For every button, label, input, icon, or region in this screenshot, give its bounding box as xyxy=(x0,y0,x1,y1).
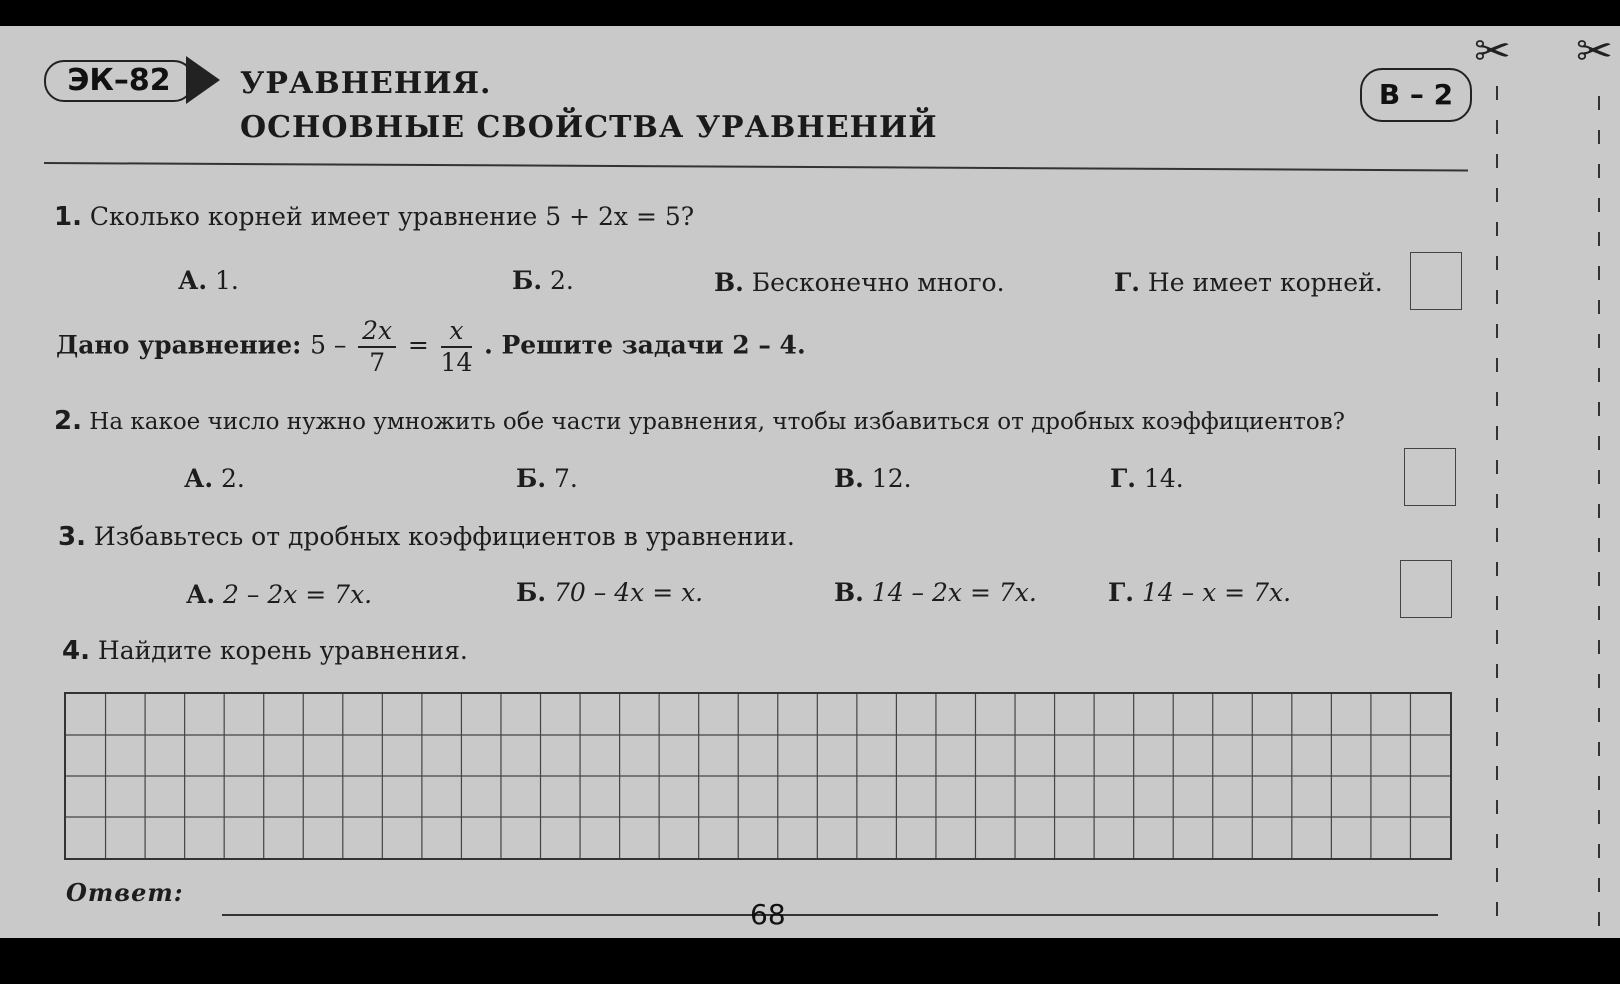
q1-answer-box[interactable] xyxy=(1410,252,1462,310)
title-line-1: УРАВНЕНИЯ. xyxy=(240,66,492,101)
question-3-text: Избавьтесь от дробных коэффициентов в уравнении. xyxy=(93,522,795,551)
given-prefix: Дано уравнение: xyxy=(56,330,302,360)
scissors-icon: ✂ xyxy=(1576,26,1613,77)
question-1-number: 1. xyxy=(54,202,82,232)
fraction-x-over-14: $\frac{x}{14}$ xyxy=(440,316,473,377)
grid-lines xyxy=(66,694,1450,858)
page-number: 68 xyxy=(750,898,786,931)
scissors-icon: ✂ xyxy=(1474,26,1511,77)
variant-badge: В – 2 xyxy=(1360,68,1472,122)
question-2-text: На какое число нужно умножить обе части уравнения, чтобы избавиться от дробных коэффициентов? xyxy=(89,409,1345,435)
page-title xyxy=(240,62,938,150)
q2-answer-box[interactable] xyxy=(1404,448,1456,506)
given-suffix: . Решите задачи 2 – 4. xyxy=(484,330,806,360)
question-1-text: Сколько корней имеет уравнение 5 + 2x = 5? xyxy=(89,202,695,231)
question-4-number: 4. xyxy=(62,636,90,666)
cut-line-left xyxy=(1496,86,1498,926)
q1-option-g[interactable]: Г. Не имеет корней. xyxy=(1114,268,1383,297)
q2-option-b[interactable]: Б. 7. xyxy=(516,464,578,493)
question-4 xyxy=(62,636,468,666)
q2-option-a[interactable]: А. 2. xyxy=(184,464,245,493)
q3-option-b[interactable]: Б. 70 – 4x = x. xyxy=(516,578,704,607)
given-equals: = xyxy=(407,330,429,360)
worksheet-page xyxy=(0,26,1620,938)
question-1 xyxy=(54,202,694,232)
q1-option-b[interactable]: Б. 2. xyxy=(512,266,574,295)
q3-answer-box[interactable] xyxy=(1400,560,1452,618)
worksheet-code-badge: ЭК–82 xyxy=(44,60,194,102)
q1-option-v[interactable]: В. Бесконечно много. xyxy=(714,268,1005,297)
arrow-icon xyxy=(186,56,220,104)
answer-line[interactable] xyxy=(222,914,1438,916)
q3-option-g[interactable]: Г. 14 – x = 7x. xyxy=(1108,578,1292,607)
q3-option-v[interactable]: В. 14 – 2x = 7x. xyxy=(834,578,1037,607)
question-4-text: Найдите корень уравнения. xyxy=(97,636,468,665)
q3-option-a[interactable]: А. 2 – 2x = 7x. xyxy=(186,580,373,609)
q2-option-v[interactable]: В. 12. xyxy=(834,464,912,493)
cut-line-right xyxy=(1598,96,1600,926)
question-2 xyxy=(54,406,1345,436)
q2-option-g[interactable]: Г. 14. xyxy=(1110,464,1184,493)
answer-label: Ответ: xyxy=(66,878,184,907)
question-3-number: 3. xyxy=(58,522,86,552)
title-line-2: ОСНОВНЫЕ СВОЙСТВА УРАВНЕНИЙ xyxy=(240,110,938,145)
header-divider xyxy=(44,162,1468,171)
question-3 xyxy=(58,522,795,552)
fraction-2x-over-7: $\frac{2x}{7}$ xyxy=(358,316,396,378)
question-2-number: 2. xyxy=(54,406,82,436)
work-grid[interactable] xyxy=(64,692,1452,860)
q1-option-a[interactable]: А. 1. xyxy=(178,266,239,295)
given-lhs-start: 5 – xyxy=(310,330,347,360)
given-equation xyxy=(56,316,806,378)
